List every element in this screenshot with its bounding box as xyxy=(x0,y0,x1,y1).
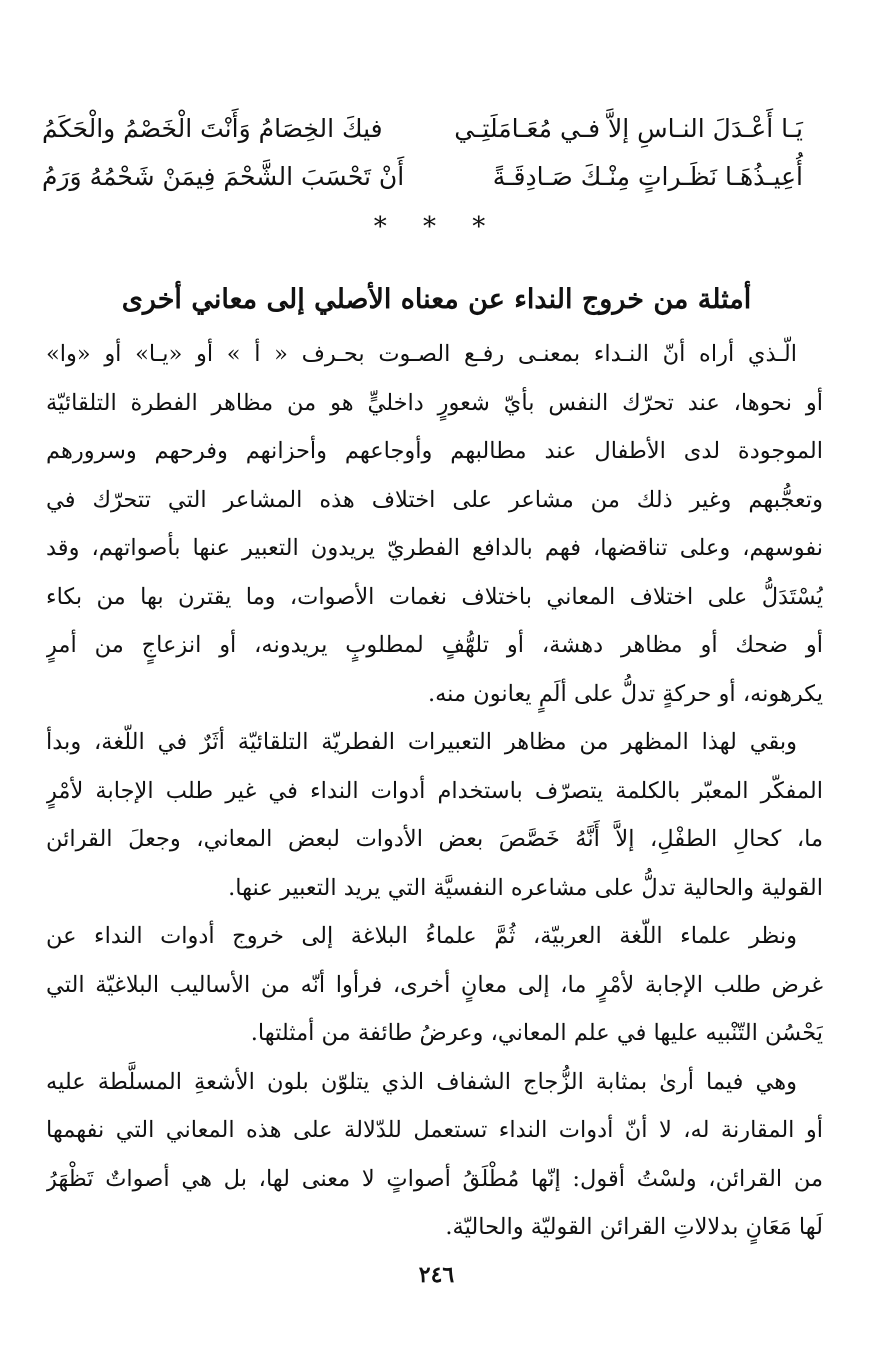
text-line: القولية والحالية تدلُّ على مشاعره النفسيَّة التي يريد التعبير عنها. xyxy=(228,874,823,901)
paragraph-3 xyxy=(46,912,823,1058)
text-line: يُسْتَدَلُّ على اختلاف المعاني باختلاف نغمات الأصوات، وما يقترن بها من بكاء xyxy=(46,583,823,610)
paragraph-4 xyxy=(46,1058,823,1252)
text-line: الموجودة لدى الأطفال عند مطالبهم وأوجاعهم وأحزانهم وفرحهم وسرورهم xyxy=(46,438,823,464)
text-line: أو المقارنة له، لا أنّ أدوات النداء تستعمل للدّلالة على هذه المعاني التي نفهمها xyxy=(46,1117,823,1143)
text-line: المفكّر المعبّر بالكلمة يتصرّف باستخدام أدوات النداء في غير طلب الإجابة لأمْرٍ xyxy=(46,777,823,804)
verse-1-first-hemistich: يَـا أَعْـدَلَ النـاسِ إلاَّ فـي مُعَـامَلَتِـي xyxy=(454,114,803,143)
text-line: أو ضحك أو مظاهر دهشة، أو تلهُّفٍ لمطلوبٍ يريدونه، أو انزعاجٍ من أمرٍ xyxy=(46,632,823,658)
body-text xyxy=(46,330,823,1252)
text-line: يكرهونه، أو حركةٍ تدلُّ على ألَمٍ يعانون منه. xyxy=(427,680,823,707)
text-line: الّـذي أراه أنّ النـداء بمعنـى رفـع الصـوت بحـرف « أ » أو «يـا» أو «وا» xyxy=(46,341,797,367)
text-line: أو نحوها، عند تحرّك النفس بأيّ شعورٍ داخليٍّ هو من مظاهر الفطرة التلقائيّة xyxy=(46,389,823,416)
verse-2-first-hemistich: أُعِيـذُهَـا نَظَـراتٍ مِنْـكَ صَـادِقَـةً xyxy=(492,162,803,191)
text-line: وبقي لهذا المظهر من مظاهر التعبيرات الفطريّة التلقائيّة أثَرٌ في اللّغة، وبدأ xyxy=(46,729,797,755)
text-line: نفوسهم، وعلى تناقضها، فهم بالدافع الفطريّ يريدون التعبير عنها بأصواتهم، وقد xyxy=(46,535,823,561)
text-line: وتعجُّبهم وغير ذلك من مشاعر على اختلاف هذه المشاعر التي تتحرّك في xyxy=(46,486,823,513)
poem-block xyxy=(42,105,803,201)
section-title: أمثلة من خروج النداء عن معناه الأصلي إلى معاني أخرى xyxy=(121,284,752,315)
text-line: يَحْسُن التّنْبيه عليها في علم المعاني، وعرضُ طائفة من أمثلتها. xyxy=(250,1020,823,1046)
poem-verse-1 xyxy=(42,105,803,153)
text-line: ما، كحالِ الطفْلِ، إلاَّ أَنَّهُ خَصَّصَ بعض الأدوات لبعض المعاني، وجعلَ القرائن xyxy=(46,826,823,852)
paragraph-1 xyxy=(46,330,823,718)
text-line: من القرائن، ولسْتُ أقول: إنّها مُطْلَقُ أصواتٍ لا معنى لها، بل هي أصواتٌ تَظْهَرُ xyxy=(46,1165,823,1192)
page-number: ٢٤٦ xyxy=(418,1262,455,1288)
text-line: ونظر علماء اللّغة العربيّة، ثُمَّ علماءُ البلاغة إلى خروج أدوات النداء عن xyxy=(46,923,797,949)
paragraph-2 xyxy=(46,718,823,912)
verse-2-second-hemistich: أَنْ تَحْسَبَ الشَّحْمَ فِيمَنْ شَحْمُهُ وَرَمُ xyxy=(42,162,405,191)
poem-verse-2 xyxy=(42,153,803,201)
text-line: غرض طلب الإجابة لأمْرٍ ما، إلى معانٍ أخرى، فرأوا أنّه من الأساليب البلاغيّة التي xyxy=(46,971,823,998)
text-line: لَها مَعَانٍ بدلالاتِ القرائن القوليّة والحاليّة. xyxy=(445,1214,823,1240)
text-line: وهي فيما أرىٰ بمثابة الزُّجاج الشفاف الذي يتلوّن بلون الأشعةِ المسلَّطة عليه xyxy=(46,1068,797,1095)
verse-1-second-hemistich: فيكَ الخِصَامُ وَأَنْتَ الْخَصْمُ والْحَكَمُ xyxy=(42,114,383,143)
section-separator: * * * xyxy=(373,212,500,242)
